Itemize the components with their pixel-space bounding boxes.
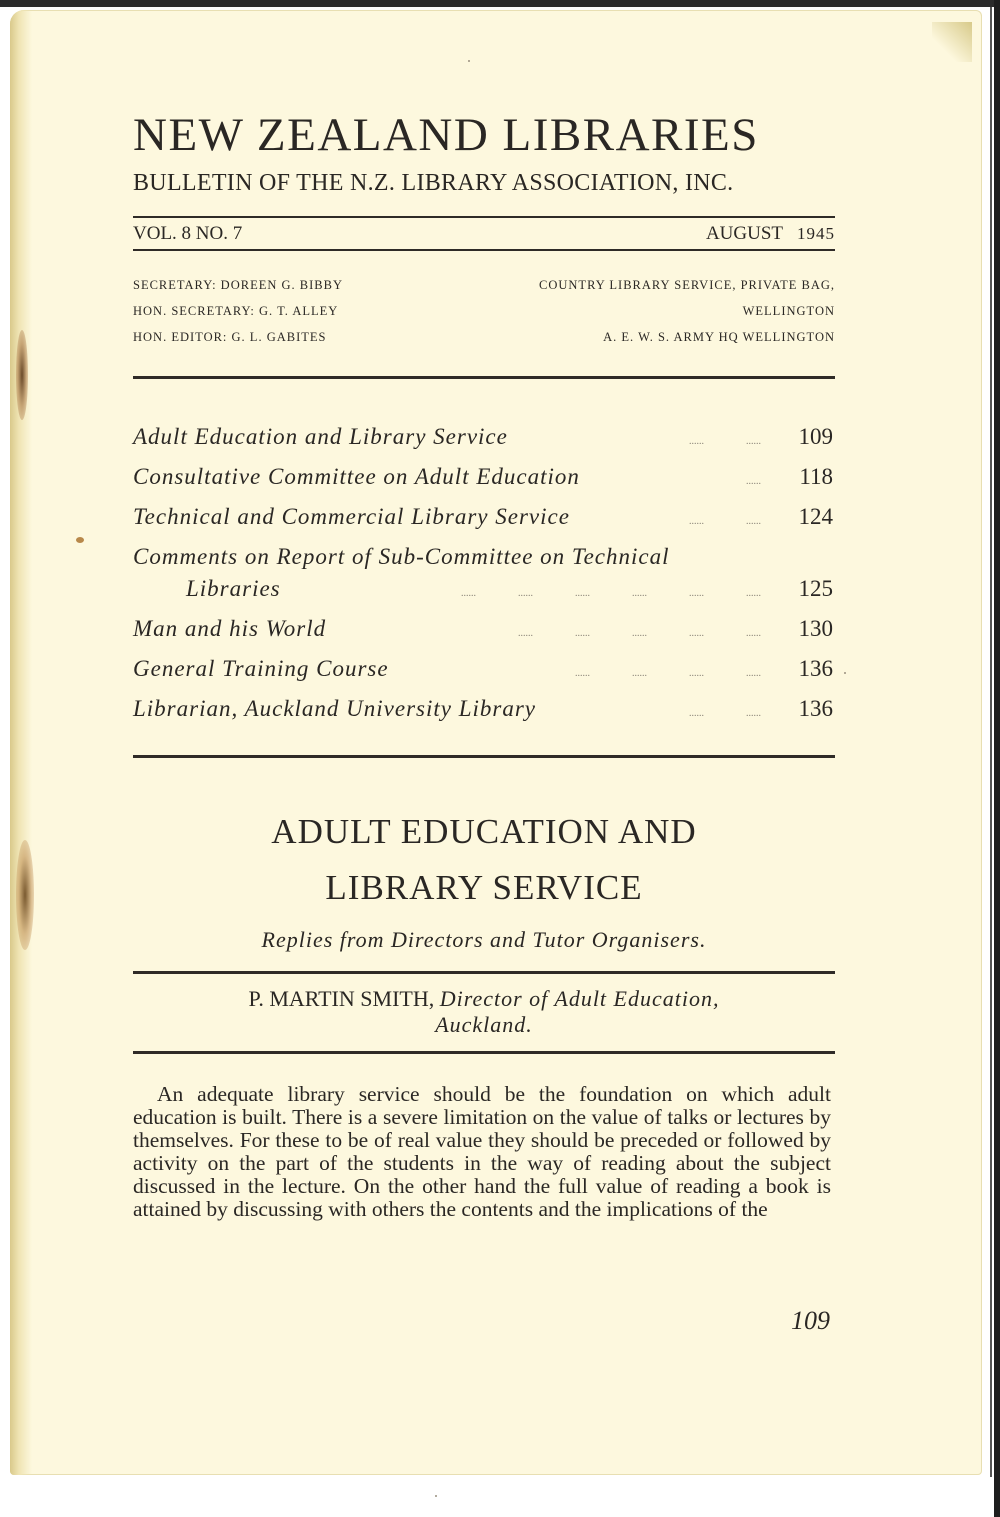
staff-list [133,272,343,350]
leader-dot-group: ...... [632,588,647,599]
author-location: Auckland. [435,1012,533,1037]
address-country-library: COUNTRY LIBRARY SERVICE, PRIVATE BAG, [539,278,835,292]
author-name: P. MARTIN SMITH, [248,986,435,1011]
leader-dot-group: ...... [689,436,704,447]
toc-entry-title: Comments on Report of Sub-Committee on Technical [133,544,670,569]
issue-year: 1945 [797,224,835,243]
toc-entry[interactable] [133,504,833,544]
leader-dot-group: ...... [575,588,590,599]
toc-page-number: 136 [798,696,833,721]
toc-page-number: 109 [798,424,833,449]
leader-dot-group: ...... [632,628,647,639]
leader-dot-group: ...... [575,668,590,679]
article-title-line2: LIBRARY SERVICE [325,868,643,907]
paper-speck [468,60,470,62]
toc-entry[interactable] [133,424,833,464]
paper-stain [76,537,84,543]
leader-dot-group: ...... [746,708,761,719]
toc-leader-dots [389,668,789,679]
toc-entry-title: Consultative Committee on Adult Education [133,464,580,489]
toc-page-number: 130 [798,616,833,641]
masthead-subtitle: BULLETIN OF THE N.Z. LIBRARY ASSOCIATION, INC. [133,170,734,196]
leader-dot-group: ...... [632,668,647,679]
toc-entry[interactable] [133,696,833,736]
toc-leader-dots [326,628,789,639]
rule-divider [133,1051,835,1054]
author-role: Director of Adult Education, [439,986,720,1011]
leader-dot-group: ...... [746,516,761,527]
volume-number: VOL. 8 NO. 7 [133,223,243,244]
toc-entry[interactable] [133,544,833,616]
issue-month: AUGUST [705,223,783,244]
leader-dot-group: ...... [746,668,761,679]
toc-page-number: 118 [799,464,833,489]
leader-dot-group: ...... [746,588,761,599]
leader-dot-group: ...... [461,588,476,599]
paper-speck [435,1495,437,1497]
leader-dot-group: ...... [689,628,704,639]
address-city: WELLINGTON [742,304,835,318]
toc-page-number: 125 [798,576,833,601]
rule-divider [133,755,835,758]
leader-dot-group: ...... [575,628,590,639]
rule-divider [133,971,835,974]
toc-entry-title-continued: Libraries [186,576,281,601]
toc-entry[interactable] [133,616,833,656]
article-body: An adequate library service should be the foundation on which adult education is built. There is a severe limitation on the value of talks or lectures by themselves. For these to be of real value they should be preceded or followed by activity on the part of the students in the way of reading about the subject discussed in the lecture. On the other hand the full value of reading a book is attained by discussing with others the contents and the implications of the [133,1082,831,1221]
masthead-title: NEW ZEALAND LIBRARIES [133,109,759,161]
byline [133,986,835,1038]
toc-leader-dots [580,476,789,487]
leader-dot-group: ...... [746,476,761,487]
leader-dot-group: ...... [689,668,704,679]
toc-entry-title: General Training Course [133,656,389,681]
toc-entry-title: Librarian, Auckland University Library [133,696,537,721]
toc-leader-dots [536,708,789,719]
article-subtitle: Replies from Directors and Tutor Organisers. [261,927,707,952]
leader-dot-group: ...... [518,628,533,639]
table-of-contents [133,424,833,736]
staff-secretary: SECRETARY: DOREEN G. BIBBY [133,278,343,292]
rule-divider [133,249,835,251]
address-aews: A. E. W. S. ARMY HQ WELLINGTON [603,330,835,344]
issue-date [706,223,835,245]
toc-page-number: 136 [798,656,833,681]
leader-dot-group: ...... [689,516,704,527]
scan-frame-top [0,0,1000,7]
paper-speck [844,672,846,674]
toc-entry-title: Man and his World [133,616,327,641]
leader-dot-group: ...... [746,436,761,447]
toc-entry-title: Adult Education and Library Service [133,424,508,449]
staff-hon-secretary: HON. SECRETARY: G. T. ALLEY [133,304,339,318]
scan-frame-edge [990,7,992,1477]
scan-frame-right [994,0,1000,1517]
leader-dot-group: ...... [689,708,704,719]
rule-divider [133,376,835,379]
addresses [539,272,835,350]
staff-hon-editor: HON. EDITOR: G. L. GABITES [133,330,327,344]
toc-page-number: 124 [798,504,833,529]
toc-leader-dots [508,436,789,447]
rule-divider [133,216,835,218]
corner-wear [932,22,972,62]
toc-entry[interactable] [133,656,833,696]
toc-leader-dots [570,516,789,527]
paper-stain [16,840,34,950]
toc-entry[interactable] [133,464,833,504]
page-number: 109 [791,1306,830,1335]
paper-stain [16,330,28,420]
article-title-line1: ADULT EDUCATION AND [271,812,697,851]
toc-entry-title: Technical and Commercial Library Service [133,504,570,529]
toc-leader-dots [281,588,789,599]
leader-dot-group: ...... [689,588,704,599]
leader-dot-group: ...... [746,628,761,639]
leader-dot-group: ...... [518,588,533,599]
